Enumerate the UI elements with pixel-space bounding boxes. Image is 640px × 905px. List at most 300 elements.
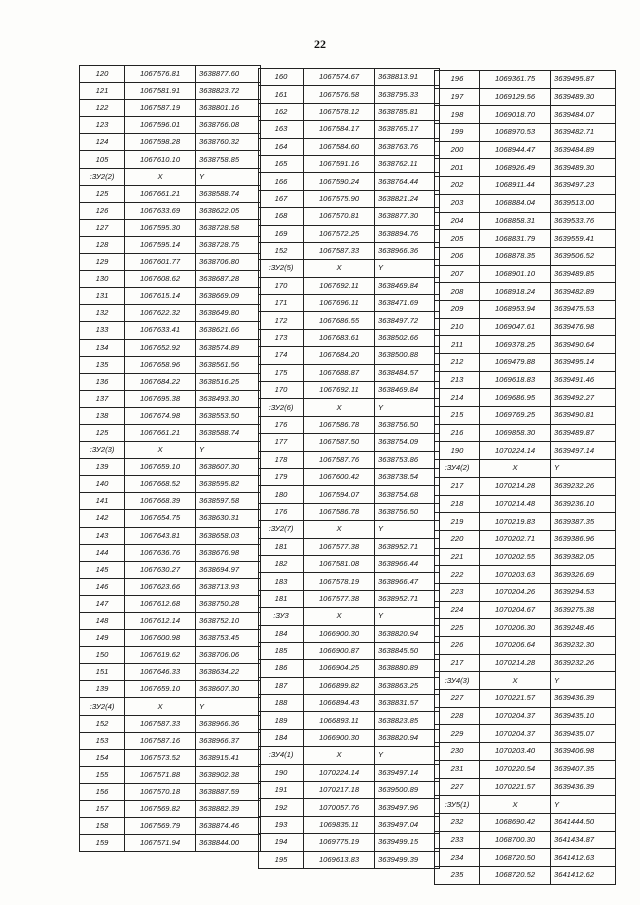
table-row — [80, 647, 261, 664]
y-coordinate-cell: 3639436.39 — [551, 778, 616, 796]
y-coordinate-cell: 3638469.84 — [375, 382, 440, 399]
x-coordinate-cell: 1070203.63 — [480, 566, 551, 584]
x-coordinate-cell: 1069769.25 — [480, 407, 551, 425]
x-coordinate-cell: 1066894.43 — [304, 695, 375, 712]
y-coordinate-cell: 3638844.00 — [196, 835, 261, 852]
table-row — [435, 530, 616, 548]
y-coordinate-cell: 3638607.30 — [196, 459, 261, 476]
point-number-cell: 176 — [259, 503, 304, 520]
table-row — [80, 66, 261, 83]
table-row — [435, 71, 616, 89]
x-coordinate-cell: 1067572.25 — [304, 225, 375, 242]
x-coordinate-cell: 1069129.56 — [480, 88, 551, 106]
y-coordinate-cell: 3639232.30 — [551, 637, 616, 655]
x-coordinate-cell: 1068884.04 — [480, 194, 551, 212]
table-row — [80, 100, 261, 117]
parcel-header-row — [80, 698, 261, 715]
point-number-cell: 167 — [259, 190, 304, 207]
table-row — [435, 495, 616, 513]
y-coordinate-cell: 3638966.44 — [375, 555, 440, 572]
y-coordinate-cell: 3638687.28 — [196, 271, 261, 288]
point-number-cell: 176 — [259, 416, 304, 433]
point-number-cell: 229 — [435, 725, 480, 743]
table-row — [80, 732, 261, 749]
x-coordinate-cell: 1070204.67 — [480, 601, 551, 619]
y-coordinate-cell: 3639497.04 — [375, 816, 440, 833]
x-coordinate-cell: 1068926.49 — [480, 159, 551, 177]
x-coordinate-cell: 1067692.11 — [304, 277, 375, 294]
y-coordinate-cell: 3638795.33 — [375, 86, 440, 103]
y-coordinate-cell: 3638497.72 — [375, 312, 440, 329]
table-row — [80, 835, 261, 852]
point-number-cell: 197 — [435, 88, 480, 106]
table-row — [80, 527, 261, 544]
y-coordinate-cell: 3639497.23 — [551, 177, 616, 195]
x-coordinate-cell: 1067569.82 — [125, 801, 196, 818]
x-coordinate-cell: 1067586.78 — [304, 503, 375, 520]
point-number-cell: 181 — [259, 590, 304, 607]
table-row — [259, 764, 440, 781]
y-coordinate-cell: 3638649.80 — [196, 305, 261, 322]
x-coordinate-cell: X — [304, 747, 375, 764]
x-coordinate-cell: 1067578.19 — [304, 573, 375, 590]
point-number-cell: 192 — [259, 799, 304, 816]
point-number-cell: 178 — [259, 451, 304, 468]
y-coordinate-cell: 3638966.37 — [196, 732, 261, 749]
y-coordinate-cell: 3638484.57 — [375, 364, 440, 381]
table-row — [259, 416, 440, 433]
y-coordinate-cell: Y — [551, 796, 616, 814]
point-number-cell: 173 — [259, 329, 304, 346]
x-coordinate-cell: 1068918.24 — [480, 283, 551, 301]
coordinates-table-right — [434, 70, 616, 885]
point-number-cell: 162 — [259, 103, 304, 120]
table-row — [435, 619, 616, 637]
y-coordinate-cell: 3638820.94 — [375, 625, 440, 642]
y-coordinate-cell: 3638706.80 — [196, 254, 261, 271]
point-number-cell: 213 — [435, 371, 480, 389]
y-coordinate-cell: 3639435.10 — [551, 707, 616, 725]
x-coordinate-cell: 1070214.28 — [480, 654, 551, 672]
table-row — [259, 538, 440, 555]
x-coordinate-cell: 1067596.01 — [125, 117, 196, 134]
point-number-cell: 198 — [435, 106, 480, 124]
table-row — [80, 407, 261, 424]
point-number-cell: 203 — [435, 194, 480, 212]
point-number-cell: 204 — [435, 212, 480, 230]
point-number-cell: 227 — [435, 778, 480, 796]
point-number-cell: :ЗУ2(2) — [80, 168, 125, 185]
table-row — [259, 590, 440, 607]
y-coordinate-cell: 3638754.68 — [375, 486, 440, 503]
x-coordinate-cell: 1069361.75 — [480, 71, 551, 89]
point-number-cell: 157 — [80, 801, 125, 818]
table-row — [435, 654, 616, 672]
point-number-cell: 222 — [435, 566, 480, 584]
point-number-cell: 201 — [435, 159, 480, 177]
table-row — [80, 715, 261, 732]
y-coordinate-cell: 3638874.46 — [196, 818, 261, 835]
table-row — [259, 451, 440, 468]
y-coordinate-cell: 3638763.76 — [375, 138, 440, 155]
y-coordinate-cell: 3638630.31 — [196, 510, 261, 527]
table-row — [259, 834, 440, 851]
x-coordinate-cell: 1068944.47 — [480, 141, 551, 159]
x-coordinate-cell: 1067587.19 — [125, 100, 196, 117]
x-coordinate-cell: 1070224.14 — [480, 442, 551, 460]
table-row — [80, 339, 261, 356]
y-coordinate-cell: 3638728.75 — [196, 236, 261, 253]
table-row — [259, 555, 440, 572]
y-coordinate-cell: 3638597.58 — [196, 493, 261, 510]
table-row — [259, 503, 440, 520]
x-coordinate-cell: 1067584.60 — [304, 138, 375, 155]
table-row — [80, 151, 261, 168]
table-row — [80, 373, 261, 390]
x-coordinate-cell: 1067659.10 — [125, 459, 196, 476]
y-coordinate-cell: 3638706.06 — [196, 647, 261, 664]
table-row — [435, 247, 616, 265]
table-row — [259, 695, 440, 712]
y-coordinate-cell: 3639490.64 — [551, 336, 616, 354]
y-coordinate-cell: 3639275.38 — [551, 601, 616, 619]
point-number-cell: :ЗУ4(3) — [435, 672, 480, 690]
x-coordinate-cell: 1067600.42 — [304, 468, 375, 485]
y-coordinate-cell: 3638894.76 — [375, 225, 440, 242]
y-coordinate-cell: 3638738.54 — [375, 468, 440, 485]
y-coordinate-cell: 3639497.14 — [375, 764, 440, 781]
table-row — [80, 510, 261, 527]
x-coordinate-cell: 1066899.82 — [304, 677, 375, 694]
x-coordinate-cell: 1067576.58 — [304, 86, 375, 103]
table-row — [435, 230, 616, 248]
x-coordinate-cell: 1067595.14 — [125, 236, 196, 253]
x-coordinate-cell: 1067571.94 — [125, 835, 196, 852]
y-coordinate-cell: Y — [551, 460, 616, 478]
point-number-cell: 154 — [80, 749, 125, 766]
point-number-cell: :ЗУ3 — [259, 608, 304, 625]
x-coordinate-cell: 1067601.77 — [125, 254, 196, 271]
table-row — [80, 424, 261, 441]
y-coordinate-cell: 3639475.53 — [551, 300, 616, 318]
y-coordinate-cell: 3641412.62 — [551, 866, 616, 884]
x-coordinate-cell: X — [125, 442, 196, 459]
y-coordinate-cell: 3639248.46 — [551, 619, 616, 637]
point-number-cell: :ЗУ2(3) — [80, 442, 125, 459]
x-coordinate-cell: 1067652.92 — [125, 339, 196, 356]
table-row — [259, 851, 440, 868]
point-number-cell: 161 — [259, 86, 304, 103]
x-coordinate-cell: 1070214.48 — [480, 495, 551, 513]
point-number-cell: 140 — [80, 476, 125, 493]
point-number-cell: 188 — [259, 695, 304, 712]
point-number-cell: 139 — [80, 681, 125, 698]
y-coordinate-cell: 3638754.09 — [375, 434, 440, 451]
point-number-cell: 134 — [80, 339, 125, 356]
point-number-cell: 160 — [259, 69, 304, 86]
x-coordinate-cell: 1067587.76 — [304, 451, 375, 468]
point-number-cell: 200 — [435, 141, 480, 159]
y-coordinate-cell: 3638887.59 — [196, 783, 261, 800]
point-number-cell: 187 — [259, 677, 304, 694]
table-row — [80, 356, 261, 373]
table-row — [259, 121, 440, 138]
x-coordinate-cell: 1067646.33 — [125, 664, 196, 681]
x-coordinate-cell: 1067695.38 — [125, 390, 196, 407]
point-number-cell: 155 — [80, 766, 125, 783]
point-number-cell: 153 — [80, 732, 125, 749]
x-coordinate-cell: 1069613.83 — [304, 851, 375, 868]
point-number-cell: 216 — [435, 424, 480, 442]
x-coordinate-cell: 1069686.95 — [480, 389, 551, 407]
x-coordinate-cell: 1070204.37 — [480, 725, 551, 743]
table-row — [259, 660, 440, 677]
point-number-cell: 190 — [435, 442, 480, 460]
point-number-cell: 168 — [259, 208, 304, 225]
point-number-cell: 209 — [435, 300, 480, 318]
point-number-cell: 125 — [80, 424, 125, 441]
table-row — [80, 818, 261, 835]
x-coordinate-cell: 1068831.79 — [480, 230, 551, 248]
table-row — [435, 424, 616, 442]
table-row — [435, 725, 616, 743]
x-coordinate-cell: 1067587.33 — [125, 715, 196, 732]
y-coordinate-cell: 3638813.91 — [375, 69, 440, 86]
table-row — [259, 86, 440, 103]
point-number-cell: 195 — [259, 851, 304, 868]
x-coordinate-cell: X — [304, 260, 375, 277]
x-coordinate-cell: 1069618.83 — [480, 371, 551, 389]
parcel-header-row — [435, 796, 616, 814]
x-coordinate-cell: 1067569.79 — [125, 818, 196, 835]
y-coordinate-cell: Y — [196, 442, 261, 459]
point-number-cell: 136 — [80, 373, 125, 390]
x-coordinate-cell: 1067570.18 — [125, 783, 196, 800]
point-number-cell: 225 — [435, 619, 480, 637]
x-coordinate-cell: 1067668.39 — [125, 493, 196, 510]
point-number-cell: :ЗУ2(5) — [259, 260, 304, 277]
point-number-cell: 184 — [259, 625, 304, 642]
y-coordinate-cell: 3638915.41 — [196, 749, 261, 766]
point-number-cell: 210 — [435, 318, 480, 336]
x-coordinate-cell: 1066900.30 — [304, 625, 375, 642]
y-coordinate-cell: 3638753.45 — [196, 630, 261, 647]
x-coordinate-cell: 1068911.44 — [480, 177, 551, 195]
table-row — [80, 390, 261, 407]
point-number-cell: 133 — [80, 322, 125, 339]
page-number: 22 — [314, 37, 326, 51]
y-coordinate-cell: 3638966.47 — [375, 573, 440, 590]
y-coordinate-cell: 3638713.93 — [196, 578, 261, 595]
point-number-cell: 141 — [80, 493, 125, 510]
table-row — [435, 513, 616, 531]
y-coordinate-cell: 3639236.10 — [551, 495, 616, 513]
table-row — [435, 300, 616, 318]
table-row — [435, 124, 616, 142]
x-coordinate-cell: 1069047.61 — [480, 318, 551, 336]
table-row — [435, 194, 616, 212]
y-coordinate-cell: 3639382.05 — [551, 548, 616, 566]
point-number-cell: 123 — [80, 117, 125, 134]
table-row — [259, 173, 440, 190]
y-coordinate-cell: 3639513.00 — [551, 194, 616, 212]
x-coordinate-cell: 1067595.30 — [125, 219, 196, 236]
x-coordinate-cell: 1067658.96 — [125, 356, 196, 373]
x-coordinate-cell: 1067612.68 — [125, 595, 196, 612]
table-row — [80, 236, 261, 253]
x-coordinate-cell: 1067636.76 — [125, 544, 196, 561]
point-number-cell: 144 — [80, 544, 125, 561]
x-coordinate-cell: 1066893.11 — [304, 712, 375, 729]
point-number-cell: 234 — [435, 849, 480, 867]
table-row — [435, 336, 616, 354]
table-row — [259, 799, 440, 816]
x-coordinate-cell: 1070224.14 — [304, 764, 375, 781]
table-row — [259, 277, 440, 294]
x-coordinate-cell: 1069835.11 — [304, 816, 375, 833]
y-coordinate-cell: 3639495.87 — [551, 71, 616, 89]
y-coordinate-cell: Y — [196, 168, 261, 185]
table-row — [259, 729, 440, 746]
x-coordinate-cell: 1067643.81 — [125, 527, 196, 544]
y-coordinate-cell: 3638493.30 — [196, 390, 261, 407]
point-number-cell: 235 — [435, 866, 480, 884]
y-coordinate-cell: 3639386.96 — [551, 530, 616, 548]
x-coordinate-cell: 1070204.26 — [480, 583, 551, 601]
x-coordinate-cell: 1068720.50 — [480, 849, 551, 867]
y-coordinate-cell: 3638500.88 — [375, 347, 440, 364]
point-number-cell: 224 — [435, 601, 480, 619]
table-row — [259, 642, 440, 659]
table-row — [259, 190, 440, 207]
point-number-cell: 227 — [435, 690, 480, 708]
y-coordinate-cell: 3639232.26 — [551, 654, 616, 672]
y-coordinate-cell: 3638952.71 — [375, 538, 440, 555]
point-number-cell: 170 — [259, 277, 304, 294]
table-row — [80, 749, 261, 766]
table-row — [259, 329, 440, 346]
y-coordinate-cell: 3638588.74 — [196, 185, 261, 202]
point-number-cell: 185 — [259, 642, 304, 659]
y-coordinate-cell: 3639484.89 — [551, 141, 616, 159]
table-row — [435, 212, 616, 230]
table-row — [435, 407, 616, 425]
table-row — [259, 677, 440, 694]
point-number-cell: 121 — [80, 83, 125, 100]
x-coordinate-cell: X — [480, 672, 551, 690]
point-number-cell: 208 — [435, 283, 480, 301]
x-coordinate-cell: 1067574.67 — [304, 69, 375, 86]
table-row — [435, 831, 616, 849]
point-number-cell: 221 — [435, 548, 480, 566]
table-row — [435, 106, 616, 124]
x-coordinate-cell: 1067581.91 — [125, 83, 196, 100]
table-row — [80, 185, 261, 202]
x-coordinate-cell: 1067686.55 — [304, 312, 375, 329]
table-row — [80, 322, 261, 339]
x-coordinate-cell: 1067630.27 — [125, 561, 196, 578]
y-coordinate-cell: 3638750.28 — [196, 595, 261, 612]
x-coordinate-cell: 1067600.98 — [125, 630, 196, 647]
y-coordinate-cell: 3641434.87 — [551, 831, 616, 849]
point-number-cell: 149 — [80, 630, 125, 647]
x-coordinate-cell: 1067610.10 — [125, 151, 196, 168]
x-coordinate-cell: 1067684.22 — [125, 373, 196, 390]
table-row — [80, 254, 261, 271]
y-coordinate-cell: 3638753.86 — [375, 451, 440, 468]
point-number-cell: 211 — [435, 336, 480, 354]
parcel-header-row — [435, 672, 616, 690]
x-coordinate-cell: 1070206.30 — [480, 619, 551, 637]
x-coordinate-cell: 1067598.28 — [125, 134, 196, 151]
y-coordinate-cell: 3638785.81 — [375, 103, 440, 120]
table-row — [80, 664, 261, 681]
y-coordinate-cell: 3639484.07 — [551, 106, 616, 124]
y-coordinate-cell: 3638756.50 — [375, 416, 440, 433]
y-coordinate-cell: 3638863.25 — [375, 677, 440, 694]
table-row — [435, 548, 616, 566]
point-number-cell: 142 — [80, 510, 125, 527]
point-number-cell: 126 — [80, 202, 125, 219]
x-coordinate-cell: 1067619.62 — [125, 647, 196, 664]
y-coordinate-cell: 3638801.16 — [196, 100, 261, 117]
x-coordinate-cell: 1067661.21 — [125, 185, 196, 202]
y-coordinate-cell: 3638952.71 — [375, 590, 440, 607]
point-number-cell: 120 — [80, 66, 125, 83]
point-number-cell: 159 — [80, 835, 125, 852]
x-coordinate-cell: 1067586.78 — [304, 416, 375, 433]
x-coordinate-cell: 1070214.28 — [480, 477, 551, 495]
point-number-cell: 150 — [80, 647, 125, 664]
y-coordinate-cell: 3638516.25 — [196, 373, 261, 390]
table-row — [259, 712, 440, 729]
table-row — [259, 782, 440, 799]
point-number-cell: 223 — [435, 583, 480, 601]
point-number-cell: 171 — [259, 295, 304, 312]
table-row — [80, 83, 261, 100]
point-number-cell: 205 — [435, 230, 480, 248]
point-number-cell: 219 — [435, 513, 480, 531]
point-number-cell: 181 — [259, 538, 304, 555]
point-number-cell: 148 — [80, 613, 125, 630]
table-row — [80, 595, 261, 612]
point-number-cell: 214 — [435, 389, 480, 407]
x-coordinate-cell: 1070221.57 — [480, 778, 551, 796]
point-number-cell: 130 — [80, 271, 125, 288]
table-row — [259, 225, 440, 242]
y-coordinate-cell: 3638756.50 — [375, 503, 440, 520]
point-number-cell: 156 — [80, 783, 125, 800]
point-number-cell: 175 — [259, 364, 304, 381]
point-number-cell: 183 — [259, 573, 304, 590]
table-row — [435, 141, 616, 159]
y-coordinate-cell: 3639506.52 — [551, 247, 616, 265]
table-row — [80, 578, 261, 595]
y-coordinate-cell: 3638658.03 — [196, 527, 261, 544]
x-coordinate-cell: 1067622.32 — [125, 305, 196, 322]
x-coordinate-cell: 1068720.52 — [480, 866, 551, 884]
y-coordinate-cell: 3638669.09 — [196, 288, 261, 305]
point-number-cell: 137 — [80, 390, 125, 407]
y-coordinate-cell: 3639492.27 — [551, 389, 616, 407]
y-coordinate-cell: 3639497.14 — [551, 442, 616, 460]
point-number-cell: 233 — [435, 831, 480, 849]
y-coordinate-cell: 3639489.85 — [551, 265, 616, 283]
parcel-header-row — [259, 260, 440, 277]
x-coordinate-cell: 1069018.70 — [480, 106, 551, 124]
x-coordinate-cell: 1067683.61 — [304, 329, 375, 346]
x-coordinate-cell: 1066904.25 — [304, 660, 375, 677]
